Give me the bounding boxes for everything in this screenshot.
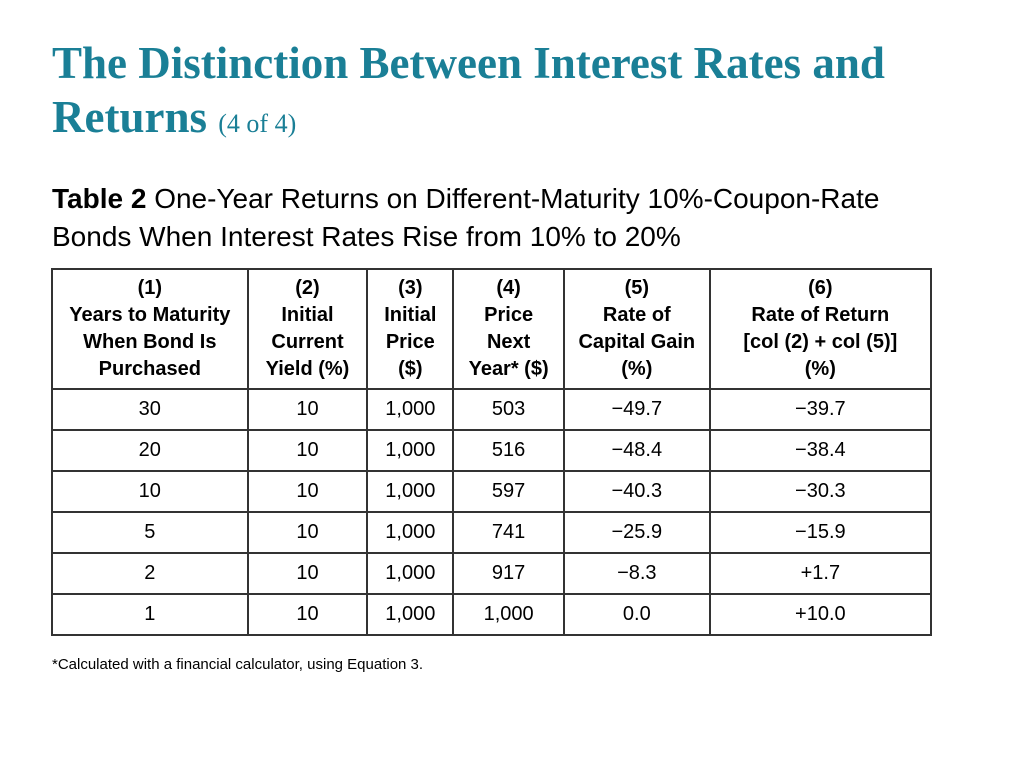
table-row [52,594,931,635]
table-cell: 1,000 [367,430,453,471]
table-cell: −39.7 [710,389,931,430]
table-cell: 1,000 [367,389,453,430]
table-cell: 1 [52,594,248,635]
table-cell: 917 [453,553,564,594]
table-cell: −25.9 [564,512,710,553]
table-cell: 1,000 [367,512,453,553]
table-cell: 597 [453,471,564,512]
table-caption [52,180,952,256]
caption-text: One-Year Returns on Different-Maturity 10%-Coupon-Rate Bonds When Interest Rates Rise from 10% to 20% [52,183,880,252]
page-title [52,36,1002,151]
table-cell: 1,000 [453,594,564,635]
table-cell: 10 [248,512,368,553]
table-row [52,553,931,594]
table-cell: 10 [52,471,248,512]
table-cell: 741 [453,512,564,553]
table-cell: −49.7 [564,389,710,430]
table-cell: 503 [453,389,564,430]
table-cell: −15.9 [710,512,931,553]
table-row [52,512,931,553]
returns-table [51,268,932,636]
table-cell: 2 [52,553,248,594]
table-cell: 0.0 [564,594,710,635]
table-cell: 1,000 [367,553,453,594]
table-cell: −8.3 [564,553,710,594]
table-cell: 5 [52,512,248,553]
header-rate-of-capital-gain: (5) Rate of Capital Gain (%) [564,269,710,389]
table-cell: 10 [248,471,368,512]
table-header-row [52,269,931,389]
header-years-to-maturity: (1) Years to Maturity When Bond Is Purchased [52,269,248,389]
table-row [52,389,931,430]
table-cell: 20 [52,430,248,471]
header-rate-of-return: (6) Rate of Return [col (2) + col (5)] (%) [710,269,931,389]
title-main: The Distinction Between Interest Rates and Returns [52,38,885,142]
table-row [52,430,931,471]
table-row [52,471,931,512]
header-initial-current-yield: (2) Initial Current Yield (%) [248,269,368,389]
table-cell: −40.3 [564,471,710,512]
title-subtitle: (4 of 4) [218,109,297,138]
caption-label: Table 2 [52,183,147,214]
table-cell: 10 [248,553,368,594]
table-cell: 516 [453,430,564,471]
table-cell: 10 [248,389,368,430]
table-cell: 10 [248,594,368,635]
table-cell: 10 [248,430,368,471]
table-cell: 1,000 [367,471,453,512]
table-cell: +1.7 [710,553,931,594]
header-price-next-year: (4) Price Next Year* ($) [453,269,564,389]
table-cell: −38.4 [710,430,931,471]
table-cell: −30.3 [710,471,931,512]
table-cell: 1,000 [367,594,453,635]
table-cell: +10.0 [710,594,931,635]
footnote: *Calculated with a financial calculator, using Equation 3. [52,656,424,673]
header-initial-price: (3) Initial Price ($) [367,269,453,389]
table-cell: 30 [52,389,248,430]
table-cell: −48.4 [564,430,710,471]
